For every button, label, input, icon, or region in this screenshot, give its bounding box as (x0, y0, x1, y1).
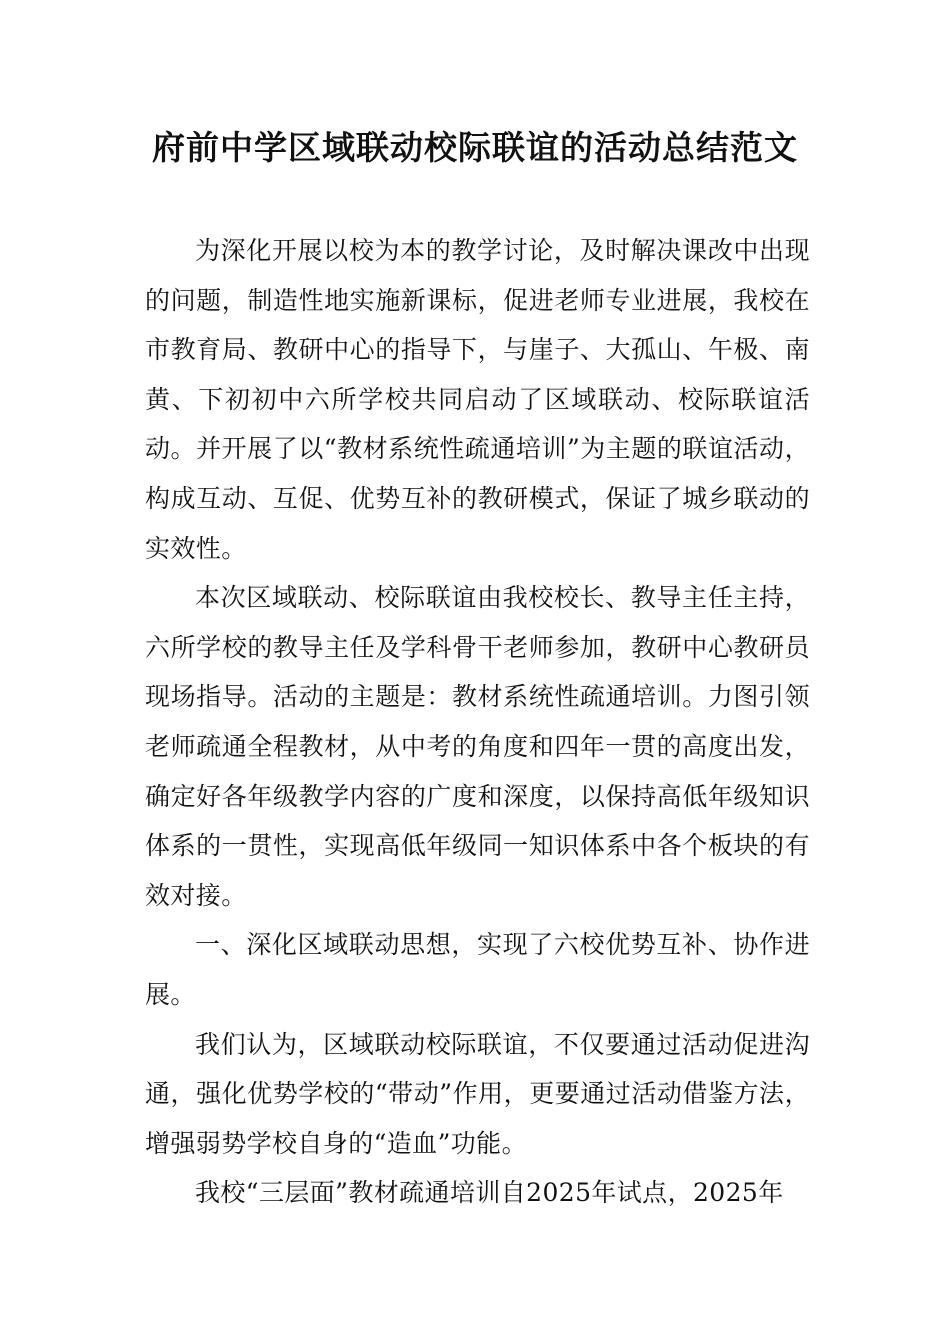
paragraph-2: 本次区域联动、校际联谊由我校校长、教导主任主持，六所学校的教导主任及学科骨干老师参加，教研中心教研员现场指导。活动的主题是：教材系统性疏通培训。力图引领老师疏通全程教材，从中考的角度和四年一贯的高度出发，确定好各年级教学内容的广度和深度，以保持高低年级知识体系的一贯性，实现高低年级同一知识体系中各个板块的有效对接。 (145, 583, 810, 910)
paragraph-1: 为深化开展以校为本的教学讨论，及时解决课改中出现的问题，制造性地实施新课标，促进老师专业进展，我校在市教育局、教研中心的指导下，与崖子、大孤山、午极、南黄、下初初中六所学校共同启动了区域联动、校际联谊活动。并开展了以“教材系统性疏通培训”为主题的联谊活动，构成互动、互促、优势互补的教研模式，保证了城乡联动的实效性。 (145, 236, 810, 563)
document-title: 府前中学区域联动校际联谊的活动总结范文 (152, 128, 798, 167)
paragraph-3: 一、深化区域联动思想，实现了六校优势互补、协作进展。 (145, 930, 810, 1009)
paragraph-4: 我们认为，区域联动校际联谊，不仅要通过活动促进沟通，强化优势学校的“带动”作用，更要通过活动借鉴方法，增强弱势学校自身的“造血”功能。 (145, 1029, 810, 1158)
document-body (145, 226, 810, 1218)
paragraph-5: 我校“三层面”教材疏通培训自2025年试点，2025年 (195, 1178, 784, 1208)
